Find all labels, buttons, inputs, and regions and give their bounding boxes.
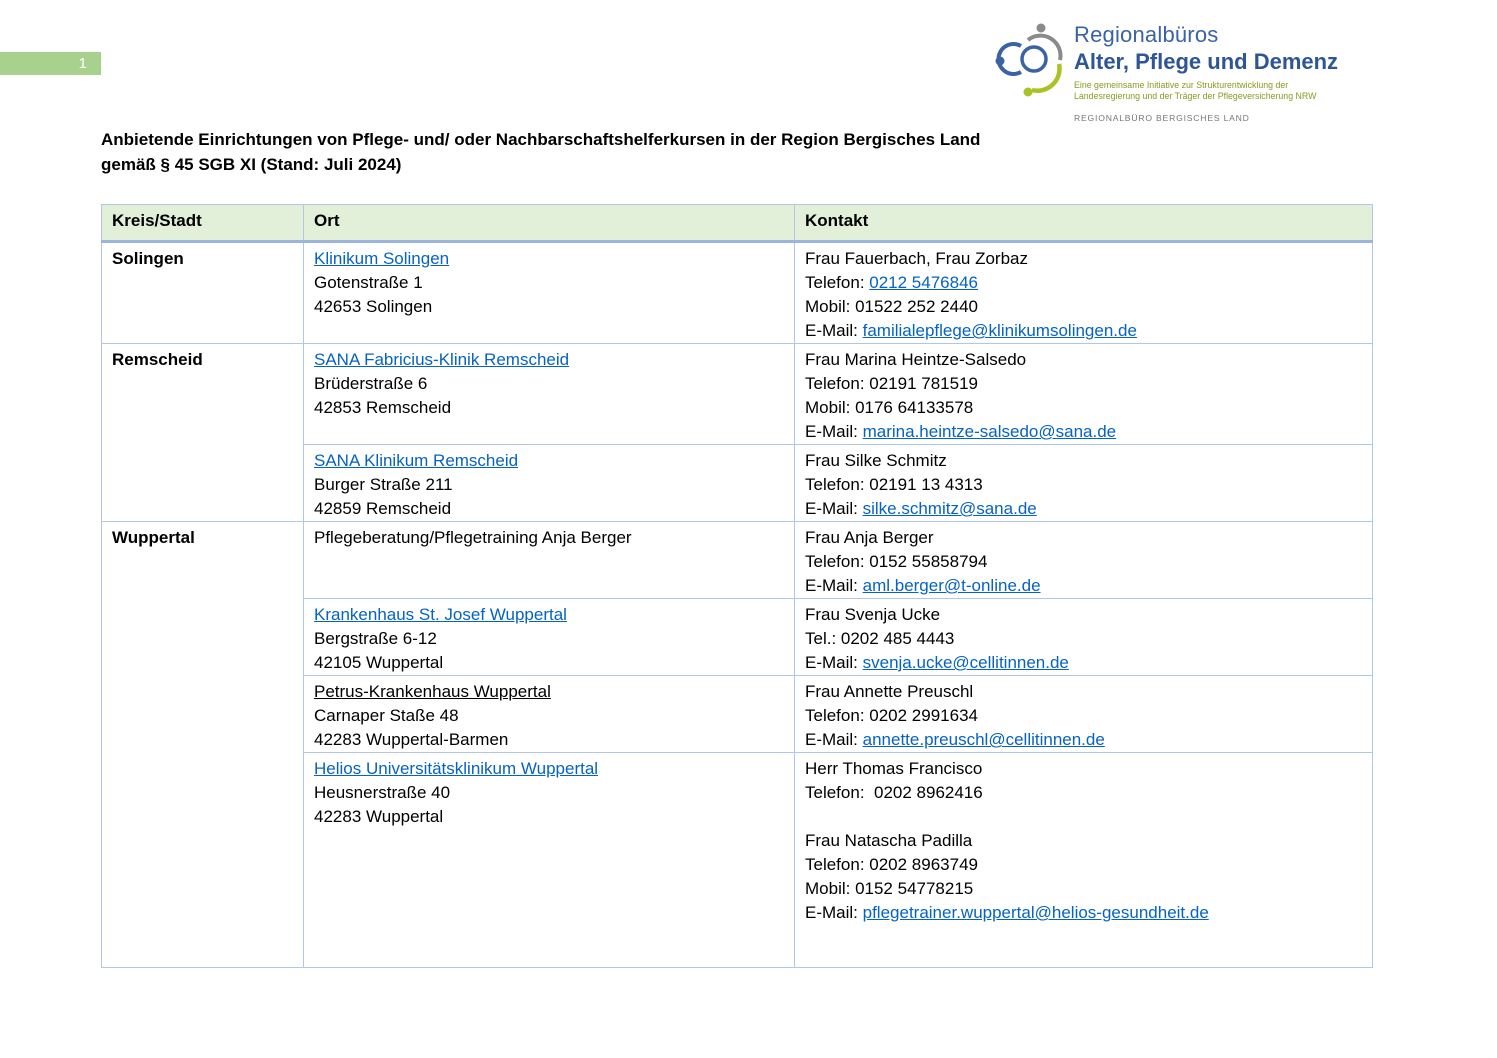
email-link[interactable]: silke.schmitz@sana.de — [862, 499, 1037, 518]
phone: Telefon: 02191 781519 — [805, 374, 978, 393]
kontakt-cell — [795, 445, 1373, 522]
kontakt-cell — [795, 676, 1373, 753]
logo-title: Regionalbüros — [1074, 22, 1219, 47]
logo-subtitle: Alter, Pflege und Demenz — [1074, 49, 1339, 74]
ort-street: Bergstraße 6-12 — [314, 629, 437, 648]
ort-cell — [304, 344, 795, 445]
kreis-cell: Remscheid — [102, 344, 304, 522]
ort-link[interactable]: Petrus-Krankenhaus Wuppertal — [314, 682, 551, 701]
mobile: Mobil: 0152 54778215 — [805, 879, 974, 898]
table-row — [102, 242, 1373, 344]
ort-cell — [304, 753, 795, 968]
contact-name: Frau Fauerbach, Frau Zorbaz — [805, 249, 1028, 268]
ort-city: 42859 Remscheid — [314, 499, 452, 518]
email-link[interactable]: pflegetrainer.wuppertal@helios-gesundheit.de — [862, 903, 1209, 922]
email-link[interactable]: annette.preuschl@cellitinnen.de — [862, 730, 1105, 749]
page-title — [101, 128, 1201, 177]
kontakt-cell — [795, 242, 1373, 344]
phone-link[interactable]: 0212 5476846 — [869, 273, 978, 292]
contact-name: Herr Thomas Francisco — [805, 759, 983, 778]
email-link[interactable]: svenja.ucke@cellitinnen.de — [862, 653, 1069, 672]
table-header-row — [102, 205, 1373, 242]
ort-cell — [304, 676, 795, 753]
providers-table — [101, 204, 1373, 968]
email-label: E-Mail: — [805, 576, 863, 595]
phone: Tel.: 0202 485 4443 — [805, 629, 955, 648]
ort-street: Carnaper Staße 48 — [314, 706, 459, 725]
page-number: 1 — [0, 52, 101, 75]
contact-name: Frau Marina Heintze-Salsedo — [805, 350, 1027, 369]
ort-street: Brüderstraße 6 — [314, 374, 428, 393]
email-label: E-Mail: — [805, 730, 863, 749]
ort-link[interactable]: Klinikum Solingen — [314, 249, 450, 268]
email-label: E-Mail: — [805, 321, 863, 340]
mobile: Mobil: 0176 64133578 — [805, 398, 974, 417]
ort-cell — [304, 242, 795, 344]
title-line-1: Anbietende Einrichtungen von Pflege- und/ oder Nachbarschaftshelferkursen in der Region Bergisches Land — [101, 130, 981, 149]
header-kreis: Kreis/Stadt — [102, 205, 304, 242]
phone: Telefon: 0202 8962416 — [805, 783, 983, 802]
kontakt-cell — [795, 522, 1373, 599]
logo-tagline-2: Landesregierung und der Träger der Pflegeversicherung NRW — [1074, 91, 1317, 101]
regionalbueros-logo-icon — [988, 16, 1068, 98]
phone: Telefon: 02191 13 4313 — [805, 475, 983, 494]
phone: Telefon: 0202 2991634 — [805, 706, 978, 725]
ort-name: Pflegeberatung/Pflegetraining Anja Berger — [314, 528, 632, 547]
email-link[interactable]: marina.heintze-salsedo@sana.de — [862, 422, 1117, 441]
ort-link[interactable]: SANA Fabricius-Klinik Remscheid — [314, 350, 570, 369]
header-kontakt: Kontakt — [795, 205, 1373, 242]
spacer — [805, 805, 1362, 829]
ort-city: 42283 Wuppertal-Barmen — [314, 730, 509, 749]
ort-link[interactable]: Helios Universitätsklinikum Wuppertal — [314, 759, 599, 778]
email-label: E-Mail: — [805, 499, 863, 518]
table-row — [102, 344, 1373, 445]
kontakt-cell — [795, 753, 1373, 968]
ort-link[interactable]: Krankenhaus St. Josef Wuppertal — [314, 605, 567, 624]
ort-link[interactable]: SANA Klinikum Remscheid — [314, 451, 519, 470]
ort-street: Gotenstraße 1 — [314, 273, 423, 292]
ort-city: 42653 Solingen — [314, 297, 433, 316]
ort-city: 42283 Wuppertal — [314, 807, 444, 826]
kontakt-cell — [795, 599, 1373, 676]
title-line-2: gemäß § 45 SGB XI (Stand: Juli 2024) — [101, 154, 402, 174]
logo — [988, 12, 1368, 123]
ort-street: Burger Straße 211 — [314, 475, 453, 494]
mobile: Mobil: 01522 252 2440 — [805, 297, 978, 316]
phone-label: Telefon: — [805, 273, 870, 292]
ort-cell — [304, 522, 795, 599]
phone: Telefon: 0202 8963749 — [805, 855, 978, 874]
logo-tagline-1: Eine gemeinsame Initiative zur Strukturentwicklung der — [1074, 80, 1289, 90]
ort-cell — [304, 599, 795, 676]
contact-name: Frau Svenja Ucke — [805, 605, 941, 624]
ort-city: 42853 Remscheid — [314, 398, 452, 417]
kontakt-cell — [795, 344, 1373, 445]
kreis-cell: Wuppertal — [102, 522, 304, 968]
kreis-cell: Solingen — [102, 242, 304, 344]
header-ort: Ort — [304, 205, 795, 242]
email-label: E-Mail: — [805, 903, 863, 922]
contact-name: Frau Annette Preuschl — [805, 682, 974, 701]
table-row — [102, 522, 1373, 599]
contact-name: Frau Natascha Padilla — [805, 831, 973, 850]
contact-name: Frau Silke Schmitz — [805, 451, 947, 470]
email-label: E-Mail: — [805, 422, 863, 441]
logo-region: REGIONALBÜRO BERGISCHES LAND — [1074, 113, 1250, 123]
ort-city: 42105 Wuppertal — [314, 653, 444, 672]
ort-cell — [304, 445, 795, 522]
email-link[interactable]: familialepflege@klinikumsolingen.de — [862, 321, 1137, 340]
contact-name: Frau Anja Berger — [805, 528, 934, 547]
email-label: E-Mail: — [805, 653, 863, 672]
phone: Telefon: 0152 55858794 — [805, 552, 988, 571]
ort-street: Heusnerstraße 40 — [314, 783, 451, 802]
email-link[interactable]: aml.berger@t-online.de — [862, 576, 1041, 595]
